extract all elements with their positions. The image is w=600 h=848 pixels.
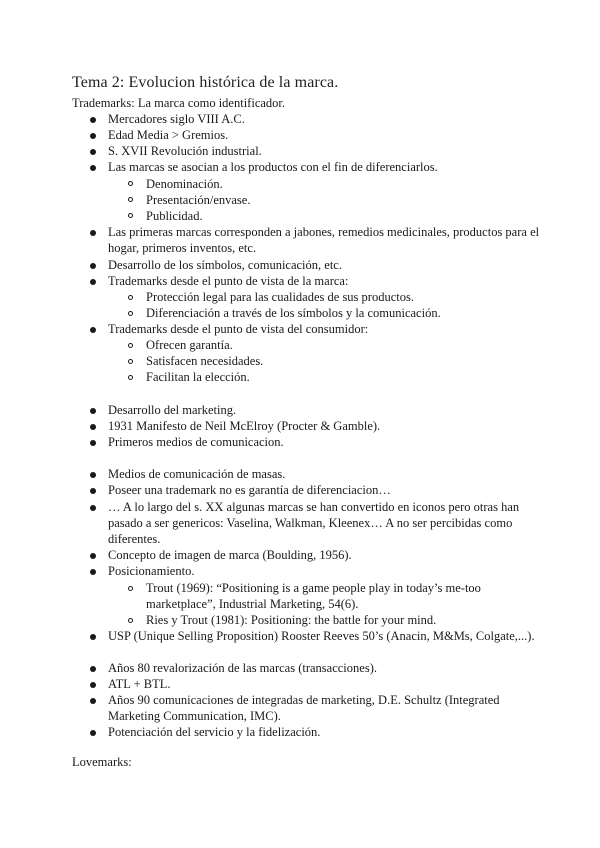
list-item: Años 80 revalorización de las marcas (transacciones). — [108, 661, 377, 675]
list-item: … A lo largo del s. XX algunas marcas se han convertido en iconos pero otras han — [108, 500, 520, 514]
bullet-icon — [90, 424, 96, 430]
circle-bullet-icon — [128, 375, 133, 380]
sub-list-item-continuation: marketplace”, Industrial Marketing, 54(6). — [146, 597, 359, 611]
circle-bullet-icon — [128, 586, 133, 591]
list-item: 1931 Manifesto de Neil McElroy (Procter & Gamble). — [108, 419, 381, 433]
bullet-icon — [90, 117, 96, 123]
list-item: Edad Media > Gremios. — [108, 128, 229, 142]
bullet-icon — [90, 472, 96, 478]
sub-list-item: Publicidad. — [146, 209, 203, 223]
list-item: Desarrollo del marketing. — [108, 403, 237, 417]
list-item: Las primeras marcas corresponden a jabones, remedios medicinales, productos para el — [108, 225, 540, 239]
list-item-continuation: pasado a ser genericos: Vaselina, Walkman, Kleenex… A no ser percibidas como — [108, 516, 513, 530]
circle-bullet-icon — [128, 343, 133, 348]
bullet-icon — [90, 730, 96, 736]
list-item: Mercadores siglo VIII A.C. — [108, 112, 245, 126]
sub-list-item: Facilitan la elección. — [146, 370, 250, 384]
sub-list-item: Protección legal para las cualidades de sus productos. — [146, 290, 414, 304]
circle-bullet-icon — [128, 295, 133, 300]
bullet-icon — [90, 569, 96, 575]
list-item: Medios de comunicación de masas. — [108, 467, 286, 481]
bullet-icon — [90, 488, 96, 494]
bullet-icon — [90, 682, 96, 688]
sub-list-item: Diferenciación a través de los símbolos y la comunicación. — [146, 306, 441, 320]
sub-list-item: Denominación. — [146, 177, 223, 191]
bullet-icon — [90, 230, 96, 236]
bullet-icon — [90, 149, 96, 155]
circle-bullet-icon — [128, 618, 133, 623]
bullet-icon — [90, 553, 96, 559]
circle-bullet-icon — [128, 311, 133, 316]
list-item: Desarrollo de los símbolos, comunicación, etc. — [108, 258, 342, 272]
list-item: Potenciación del servicio y la fidelización. — [108, 725, 321, 739]
bullet-icon — [90, 634, 96, 640]
bullet-icon — [90, 165, 96, 171]
list-item-continuation: diferentes. — [108, 532, 161, 546]
section-heading-trademarks: Trademarks: La marca como identificador. — [72, 96, 286, 110]
list-item: Posicionamiento. — [108, 564, 195, 578]
list-item: S. XVII Revolución industrial. — [108, 144, 262, 158]
bullet-icon — [90, 505, 96, 511]
list-item: Trademarks desde el punto de vista de la marca: — [108, 274, 349, 288]
list-item: Años 90 comunicaciones de integradas de marketing, D.E. Schultz (Integrated — [108, 693, 500, 707]
list-item: Trademarks desde el punto de vista del consumidor: — [108, 322, 369, 336]
section-heading-lovemarks: Lovemarks: — [72, 755, 132, 769]
bullet-icon — [90, 263, 96, 269]
bullet-icon — [90, 133, 96, 139]
bullet-icon — [90, 408, 96, 414]
sub-list-item: Satisfacen necesidades. — [146, 354, 264, 368]
sub-list-item: Ries y Trout (1981): Positioning: the battle for your mind. — [146, 613, 437, 627]
circle-bullet-icon — [128, 181, 133, 186]
sub-list-item: Presentación/envase. — [146, 193, 251, 207]
bullet-icon — [90, 279, 96, 285]
circle-bullet-icon — [128, 197, 133, 202]
bullet-icon — [90, 327, 96, 333]
circle-bullet-icon — [128, 213, 133, 218]
list-item: Poseer una trademark no es garantía de diferenciacion… — [108, 483, 391, 497]
sub-list-item: Trout (1969): “Positioning is a game people play in today’s me-too — [146, 581, 481, 595]
list-item: Las marcas se asocian a los productos con el fin de diferenciarlos. — [108, 160, 438, 174]
page-title: Tema 2: Evolucion histórica de la marca. — [72, 74, 339, 91]
list-item-continuation: Marketing Communication, IMC). — [108, 709, 281, 723]
list-item: Concepto de imagen de marca (Boulding, 1956). — [108, 548, 352, 562]
list-item: ATL + BTL. — [108, 677, 171, 691]
list-item: USP (Unique Selling Proposition) Rooster Reeves 50’s (Anacin, M&Ms, Colgate,...). — [108, 629, 535, 643]
bullet-icon — [90, 440, 96, 446]
circle-bullet-icon — [128, 359, 133, 364]
list-item-continuation: hogar, primeros inventos, etc. — [108, 241, 257, 255]
bullet-icon — [90, 698, 96, 704]
sub-list-item: Ofrecen garantía. — [146, 338, 233, 352]
bullet-icon — [90, 666, 96, 672]
list-item: Primeros medios de comunicacion. — [108, 435, 284, 449]
